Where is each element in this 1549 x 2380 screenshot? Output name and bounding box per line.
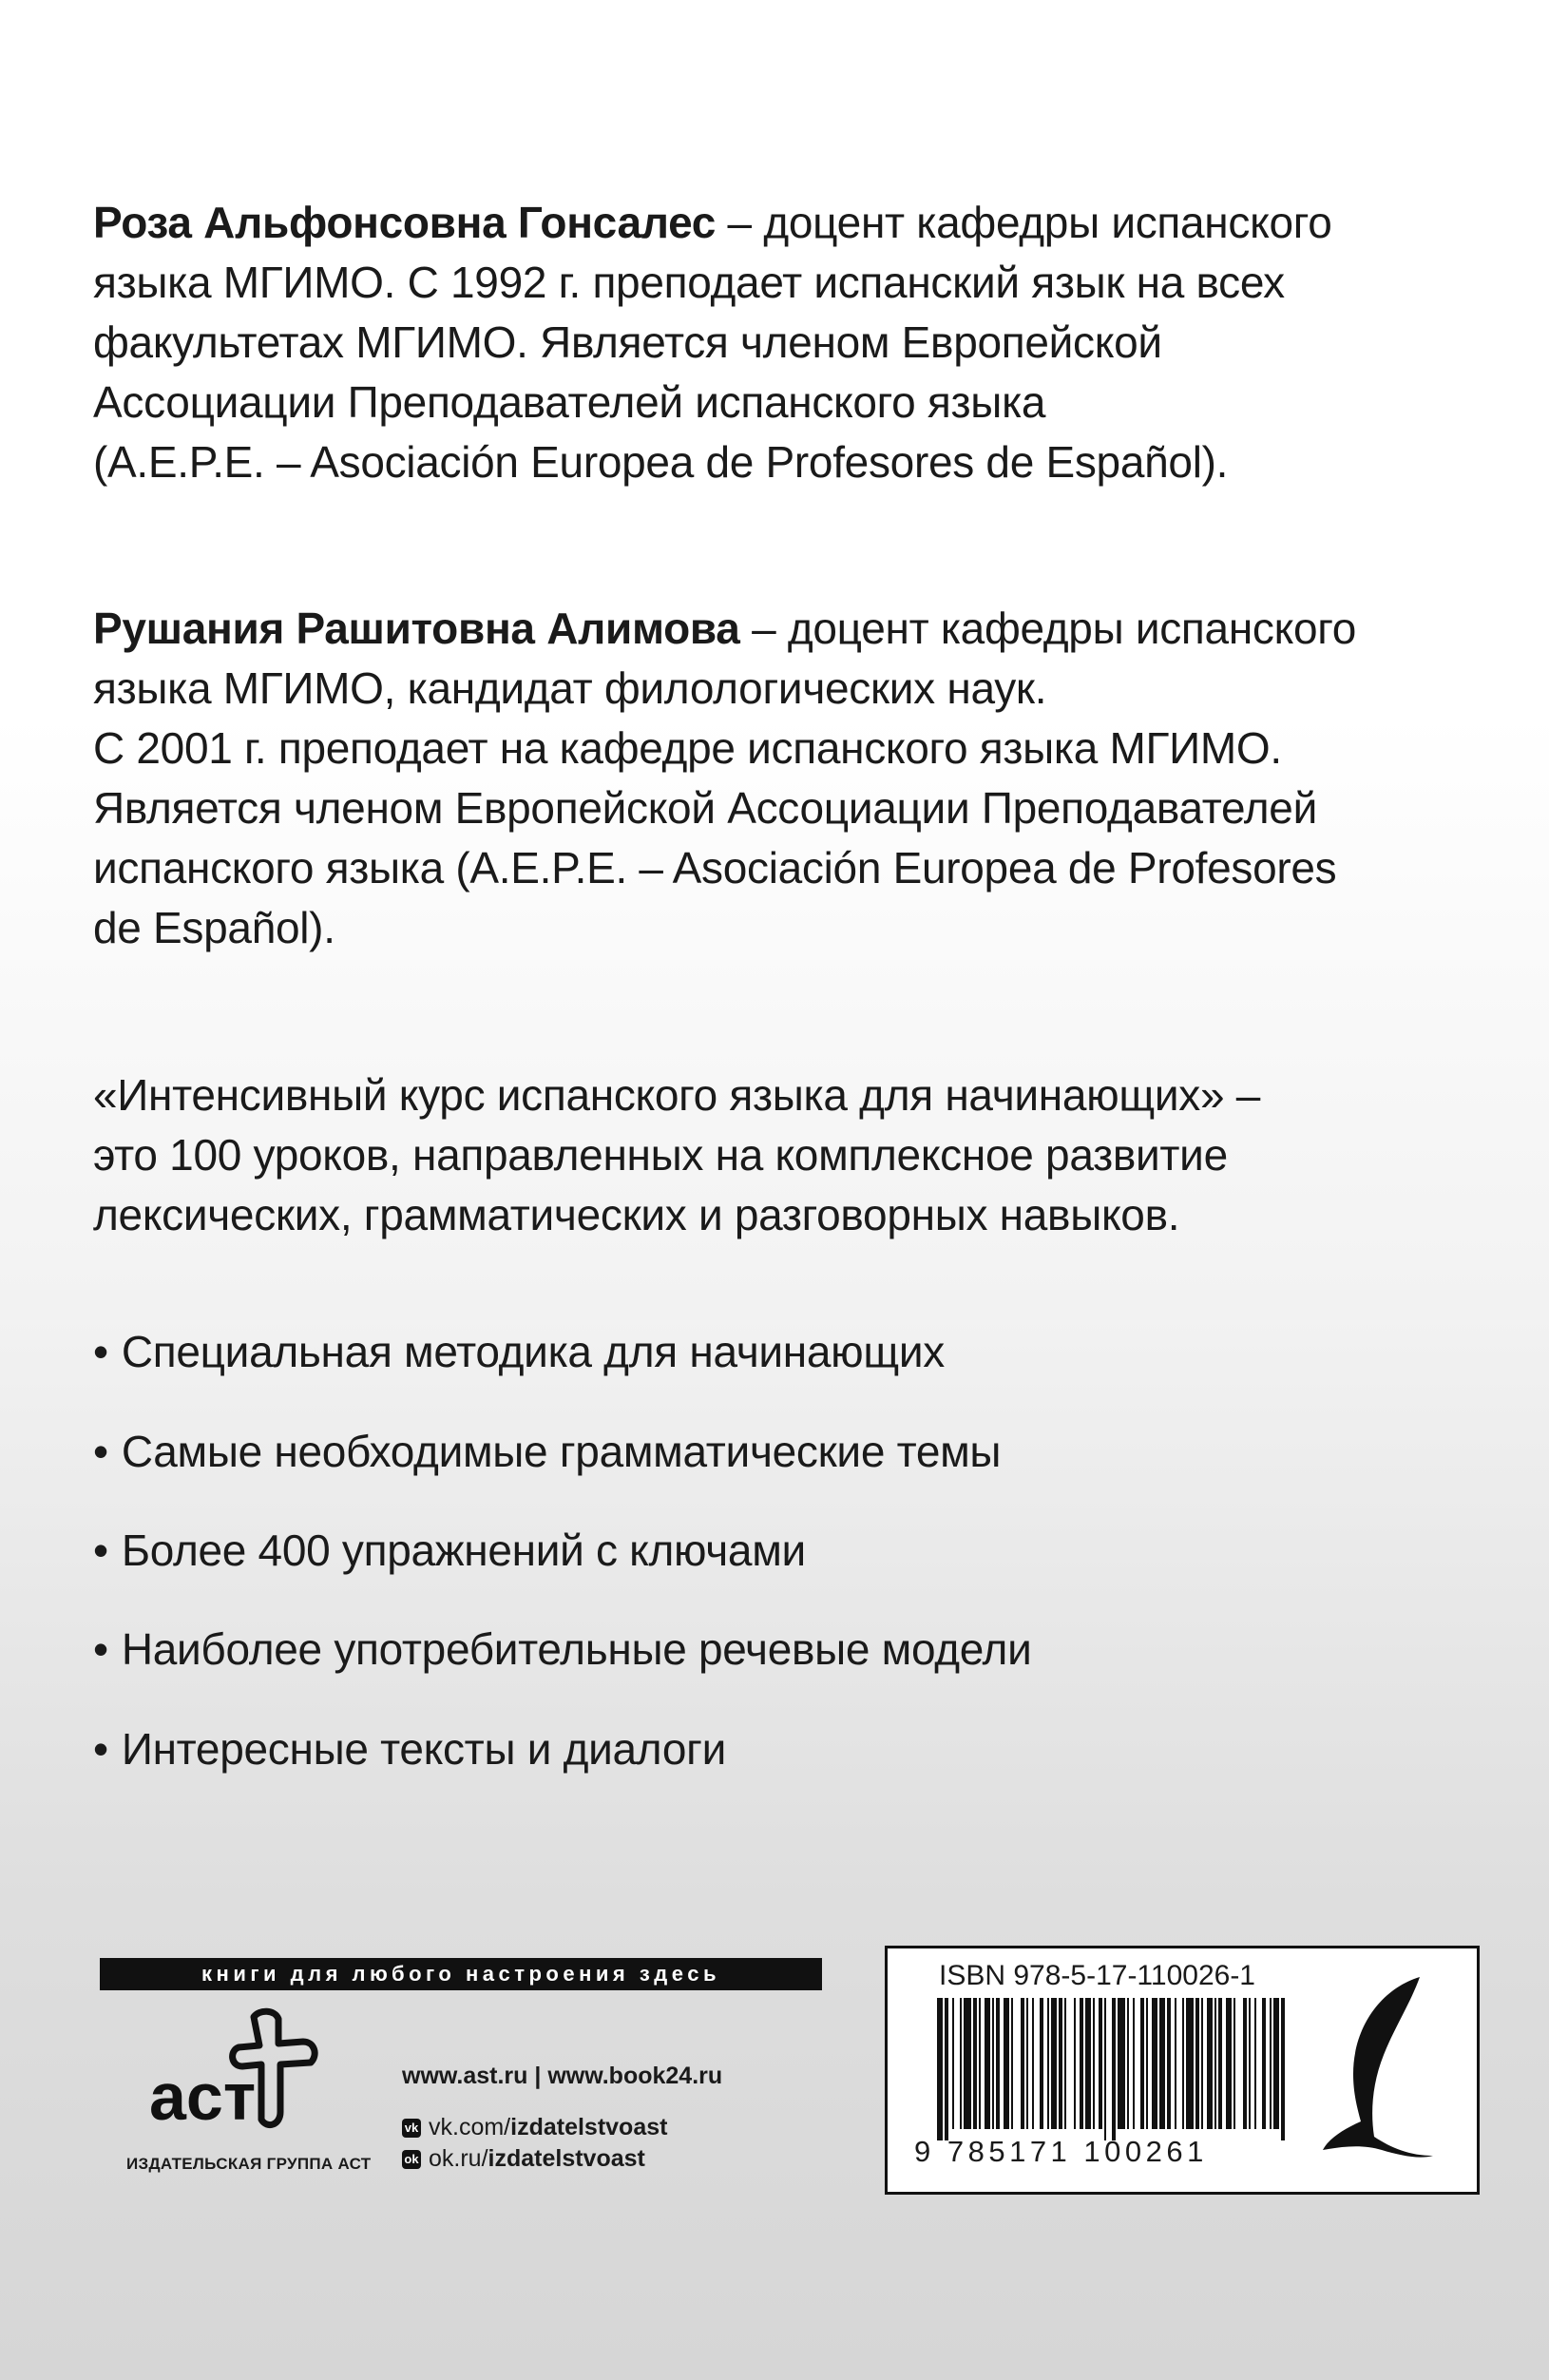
barcode-bar [1218, 1998, 1222, 2129]
bio-line: факультетах МГИМО. Является членом Европейской [93, 317, 1162, 367]
barcode-bar [1040, 1998, 1043, 2129]
vk-prefix: vk.com/ [429, 2114, 511, 2140]
barcode-bar [1004, 1998, 1009, 2129]
isbn-label: ISBN 978-5-17-110026-1 [939, 1960, 1255, 1991]
barcode-bar [1243, 1998, 1247, 2129]
barcode-bar [1233, 1998, 1235, 2129]
barcode-digits: 9 785171 100261 [914, 2135, 1208, 2168]
barcode-bar [1186, 1998, 1194, 2129]
barcode-bar [1085, 1998, 1091, 2129]
barcode-bar [1201, 1998, 1203, 2129]
barcode-bar [1140, 1998, 1144, 2129]
bullet-marker: • [93, 1327, 108, 1376]
author-bio-gonsales [93, 193, 1490, 492]
barcode-bar [1281, 1998, 1285, 2140]
ok-prefix: ok.ru/ [429, 2145, 488, 2172]
barcode-bar [1254, 1998, 1256, 2129]
barcode-bar [1112, 1998, 1116, 2140]
description-line: лексических, грамматических и разговорных навыков. [93, 1190, 1180, 1239]
barcode-bar [1207, 1998, 1213, 2129]
feature-text: Специальная методика для начинающих [121, 1327, 946, 1376]
author-name: Роза Альфонсовна Гонсалес [93, 198, 717, 247]
barcode-bar [1182, 1998, 1184, 2129]
bullet-marker: • [93, 1624, 108, 1674]
barcode-bar [1226, 1998, 1232, 2129]
bio-line: языка МГИМО. С 1992 г. преподает испанский язык на всех [93, 258, 1285, 307]
quill-leaf-logo-icon [1315, 1969, 1439, 2169]
isbn-barcode-box [885, 1946, 1480, 2195]
publisher-websites[interactable]: www.ast.ru | www.book24.ru [402, 2063, 723, 2089]
barcode-bar [1118, 1998, 1125, 2129]
barcode-bar [1011, 1998, 1013, 2129]
barcode-icon [937, 1998, 1289, 2140]
feature-text: Интересные тексты и диалоги [121, 1724, 727, 1774]
barcode-bar [964, 1998, 971, 2129]
vk-handle: izdatelstvoast [510, 2114, 668, 2140]
barcode-bar [945, 1998, 948, 2140]
barcode-bar [1093, 1998, 1095, 2129]
barcode-bar [1167, 1998, 1171, 2129]
bio-line: – доцент кафедры испанского [716, 198, 1332, 247]
barcode-bar [1214, 1998, 1216, 2129]
barcode-bar [1152, 1998, 1157, 2129]
bullet-marker: • [93, 1427, 108, 1476]
barcode-bar [1059, 1998, 1062, 2129]
barcode-bar [1074, 1998, 1076, 2129]
publisher-caption: ИЗДАТЕЛЬСКАЯ ГРУППА АСТ [126, 2155, 372, 2173]
barcode-bar [1064, 1998, 1066, 2129]
barcode-bar [1080, 1998, 1083, 2129]
bullet-marker: • [93, 1526, 108, 1575]
barcode-bar [1159, 1998, 1165, 2129]
barcode-bar [992, 1998, 994, 2129]
barcode-bar [1026, 1998, 1028, 2129]
barcode-bar [1032, 1998, 1034, 2129]
barcode-bar [1249, 1998, 1251, 2129]
barcode-bar [937, 1998, 943, 2140]
ast-logo-icon [147, 2007, 337, 2150]
barcode-bar [1273, 1998, 1279, 2129]
feature-bullet [93, 1423, 1001, 1480]
vk-icon: vk [402, 2119, 421, 2138]
bio-line: Является членом Европейской Ассоциации Преподавателей [93, 783, 1317, 833]
author-name: Рушания Рашитовна Алимова [93, 604, 740, 653]
feature-bullet [93, 1720, 726, 1777]
barcode-bar [1021, 1998, 1024, 2129]
feature-bullet [93, 1621, 1031, 1678]
barcode-bar [985, 1998, 990, 2129]
barcode-bar [1195, 1998, 1199, 2129]
ok-icon: ok [402, 2150, 421, 2169]
vk-link[interactable] [402, 2114, 667, 2141]
barcode-bar [979, 1998, 981, 2129]
barcode-bar [1051, 1998, 1057, 2129]
barcode-bar [1262, 1998, 1266, 2129]
book-description [93, 1065, 1490, 1245]
bullet-marker: • [93, 1724, 108, 1774]
feature-text: Более 400 упражнений с ключами [121, 1526, 806, 1575]
barcode-bar [1127, 1998, 1129, 2129]
ok-handle: izdatelstvoast [488, 2145, 645, 2172]
bio-line: С 2001 г. преподает на кафедре испанского языка МГИМО. [93, 723, 1282, 773]
feature-bullet [93, 1323, 945, 1380]
ok-link[interactable] [402, 2145, 645, 2173]
description-line: это 100 уроков, направленных на комплексное развитие [93, 1130, 1228, 1180]
barcode-bar [1047, 1998, 1049, 2129]
barcode-bar [1146, 1998, 1148, 2129]
barcode-bar [952, 1998, 954, 2129]
barcode-bar [996, 1998, 1000, 2129]
publisher-tagline: книги для любого настроения здесь [100, 1958, 822, 1990]
bio-line: Ассоциации Преподавателей испанского языка [93, 377, 1046, 427]
publisher-logo [109, 2007, 375, 2178]
barcode-bar [1099, 1998, 1102, 2129]
bio-line: языка МГИМО, кандидат филологических наук. [93, 663, 1047, 713]
feature-text: Самые необходимые грамматические темы [121, 1427, 1002, 1476]
bio-line: испанского языка (A.E.P.E. – Asociación Europea de Profesores [93, 843, 1337, 892]
logo-text: аст [149, 2060, 257, 2134]
barcode-bar [973, 1998, 977, 2129]
bio-line: de Español). [93, 903, 335, 952]
description-line: «Интенсивный курс испанского языка для начинающих» – [93, 1070, 1261, 1120]
barcode-bar [1133, 1998, 1135, 2129]
feature-text: Наиболее употребительные речевые модели [121, 1624, 1032, 1674]
barcode-bar [960, 1998, 962, 2129]
author-bio-alimova [93, 599, 1490, 958]
barcode-bar [1104, 1998, 1106, 2140]
feature-bullet [93, 1522, 806, 1579]
bio-line: (A.E.P.E. – Asociación Europea de Profesores de Español). [93, 437, 1229, 487]
barcode-bar [1270, 1998, 1272, 2129]
barcode-bar [1175, 1998, 1176, 2129]
bio-line: – доцент кафедры испанского [739, 604, 1356, 653]
